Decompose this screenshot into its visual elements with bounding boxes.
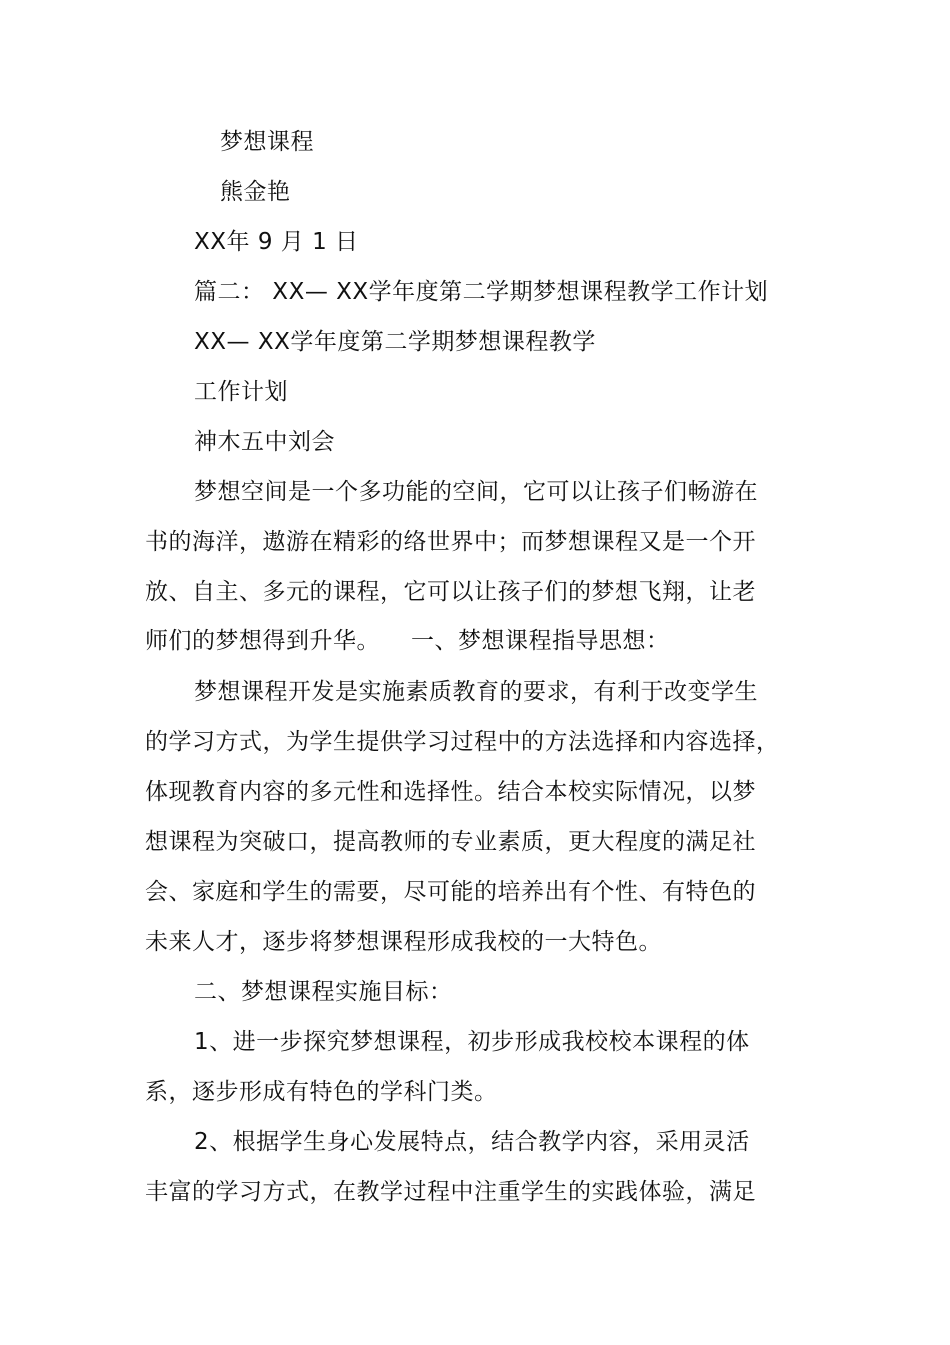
text-line: 工作计划 [194, 379, 288, 405]
paragraph-line: 会、家庭和学生的需要，尽可能的培养出有个性、有特色的 [145, 879, 756, 905]
text-line: 篇二： XX— XX学年度第二学期梦想课程教学工作计划 [194, 279, 769, 305]
paragraph-line: 书的海洋，遨游在精彩的络世界中；而梦想课程又是一个开 [145, 529, 756, 555]
paragraph-line: 的学习方式，为学生提供学习过程中的方法选择和内容选择， [145, 729, 780, 755]
paragraph-line: 梦想课程开发是实施素质教育的要求，有利于改变学生 [194, 679, 758, 705]
text-line: 神木五中刘会 [194, 429, 335, 455]
text-line: 梦想课程 [220, 129, 314, 155]
section-heading: 二、梦想课程实施目标： [194, 979, 453, 1005]
text-line: XX年 9 月 1 日 [194, 229, 359, 255]
paragraph-line: 系，逐步形成有特色的学科门类。 [145, 1079, 498, 1105]
paragraph-line: 丰富的学习方式，在教学过程中注重学生的实践体验，满足 [145, 1179, 756, 1205]
paragraph-line: 1、进一步探究梦想课程，初步形成我校校本课程的体 [194, 1029, 750, 1055]
section-heading: 一、梦想课程指导思想： [411, 628, 670, 654]
paragraph-line: 梦想空间是一个多功能的空间，它可以让孩子们畅游在 [194, 479, 758, 505]
text-line: 熊金艳 [220, 179, 291, 205]
paragraph-line: 2、根据学生身心发展特点，结合教学内容，采用灵活 [194, 1129, 750, 1155]
paragraph-line: 放、自主、多元的课程，它可以让孩子们的梦想飞翔，让老 [145, 579, 756, 605]
paragraph-line: 师们的梦想得到升华。 [145, 628, 380, 654]
paragraph-line: 未来人才，逐步将梦想课程形成我校的一大特色。 [145, 929, 662, 955]
paragraph-line: 体现教育内容的多元性和选择性。结合本校实际情况，以梦 [145, 779, 756, 805]
text-line: XX— XX学年度第二学期梦想课程教学 [194, 329, 596, 355]
paragraph-line: 想课程为突破口，提高教师的专业素质，更大程度的满足社 [145, 829, 756, 855]
